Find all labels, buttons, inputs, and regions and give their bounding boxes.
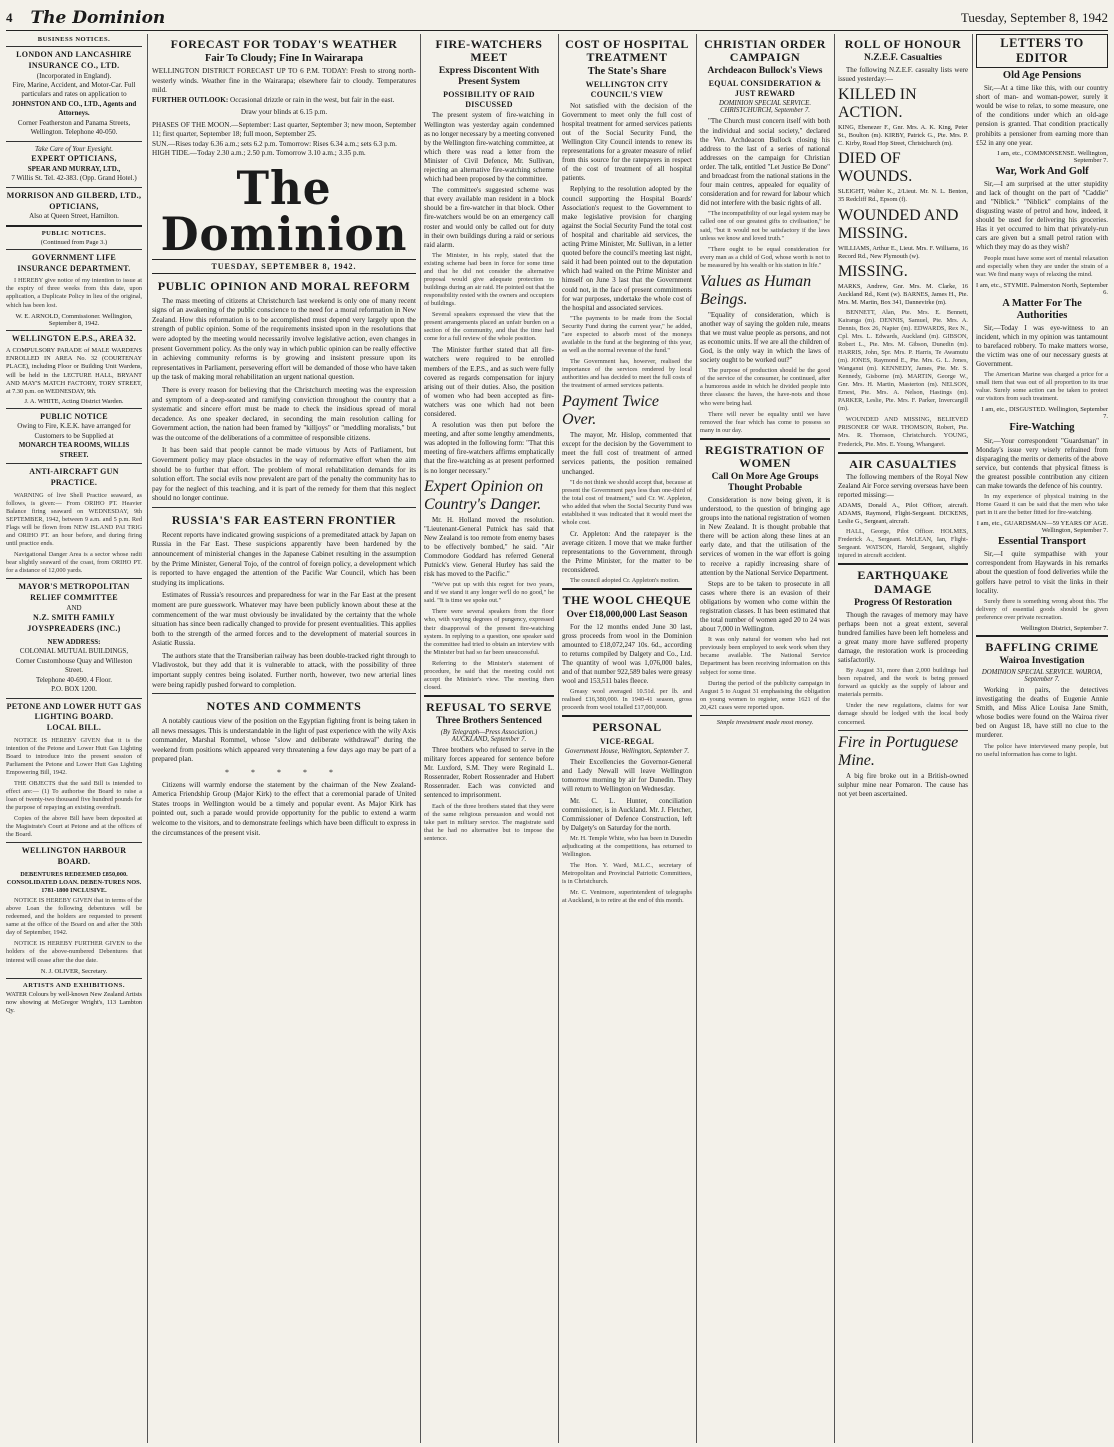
article-body: By August 31, more than 2,000 buildings had been repaired, and the work is being pressed forward as quickly as the supply of labour and materials permits. Under the new regulations, claims for war damage should be lodged with the local body concerned. [838, 667, 968, 726]
notice: WELLINGTON E.P.S., AREA 32. [11, 333, 137, 343]
column-hospital [562, 34, 692, 1443]
column-rule [696, 34, 697, 1443]
article-title: FIRE-WATCHERS MEET [435, 37, 543, 65]
article-body: Though the ravages of memory may have perhaps been not a great extent, several hundred families have been left homeless and a great many more have suffered property damage, the restoration work is proceeding satisfactorily. [838, 610, 968, 665]
casualty-heading: MISSING. [838, 262, 908, 280]
article-subtitle: Three Brothers Sentenced [436, 716, 542, 727]
article-body: A big fire broke out in a British-owned sulphur mine near Pomaron. The cause has not yet been ascertained. [838, 771, 968, 798]
advertisement: MORRISON AND GILBERD, LTD., OPTICIANS, Also at Queen Street, Hamilton. [6, 190, 142, 221]
letter-body: People must have some sort of mental relaxation and especially when they are under the strain of a war. We find many ways of relaxing the mind. [976, 254, 1108, 278]
article-body: The committee's suggested scheme was that every available man resident in a block should be a fire-watcher in that block. Other fire-watchers would be on an emergency call roster and would only be called out for duty in their own buildings during a raid or serious raid alarm. [424, 186, 554, 249]
notice-text: WATER Colours by well-known New Zealand Artists now showing at McGregor Wright's, 113 Lambton Qy. [6, 990, 142, 1014]
article-subtitle: Progress Of Restoration [854, 597, 952, 608]
article-crosshead: Expert Opinion on Country's Danger. [424, 477, 544, 513]
article-subtitle: EQUAL CONSIDERATION & JUST REWARD [708, 79, 822, 98]
editorial-title: PUBLIC OPINION AND MORAL REFORM [157, 278, 411, 293]
column-rule [147, 34, 148, 1443]
article-subtitle: Wairoa Investigation [999, 656, 1085, 667]
dateline: DOMINION SPECIAL SERVICE. WAIROA, September 7. [981, 669, 1103, 683]
notice-text: I HEREBY give notice of my intention to issue at the expiry of three weeks from this date, upon application, a Duplicate Policy in lieu of the original, which has been lost. [6, 277, 142, 309]
casualty-list: SLEIGHT, Walter K., 2/Lieut. Mr. N. L. Benton, 35 Redcliff Rd., Epsom (f). [838, 188, 968, 204]
advertisement: Simple investment made most money. [716, 718, 814, 726]
notice-text: DEBENTURES REDEEMED £850,000. CONSOLIDATED LOAN. DEBEN-TURES NOS. 1781-1800 INCLUSIVE. [6, 871, 142, 895]
letter-title: A Matter For The Authorities [1002, 297, 1082, 321]
letter-title: Old Age Pensions [1002, 70, 1082, 81]
notice: WELLINGTON HARBOUR BOARD. [21, 846, 127, 867]
article-title: REGISTRATION OF WOMEN [705, 442, 825, 470]
advertisement: LONDON AND LANCASHIRE INSURANCE CO., LTD. (Incorporated in England). Fire, Marine, Accident, and Motor-Car. Full particulars and rates on application to JOHNSTON AND CO., LTD., Agents and Attorneys. Corner Featherston and Panama Streets, Wellington. Telephone 40-050. [11, 50, 137, 137]
masthead: The Dominion [160, 160, 408, 261]
page-folio [6, 6, 1108, 31]
article-title: THE WOOL CHEQUE [562, 593, 692, 608]
casualty-list: WILLIAMS, Arthur E., Lieut. Mrs. F. Williams, 16 Record Rd., New Plymouth (w). [838, 244, 968, 260]
article-body: Not satisfied with the decision of the Government to meet only the full cost of hospital treatment for armed services patients out of the Social Security Fund, the Wellington City Council intends to renew its representations for a greater measure of relief from this source for the ratepayers in respect of the cost of treatment of all hospital patients. [562, 101, 692, 183]
article-subtitle: N.Z.E.F. Casualties [863, 53, 943, 64]
article-body: The following members of the Royal New Zealand Air Force serving overseas have been reported missing:— [838, 472, 968, 499]
notice: PETONE AND LOWER HUTT GAS LIGHTING BOARD. LOCAL BILL. [6, 701, 142, 733]
article-subtitle: Express Discontent With Present System [438, 66, 540, 88]
column-rule [834, 34, 835, 1443]
article-title: COST OF HOSPITAL TREATMENT [565, 37, 689, 65]
paper-name: The Dominion [30, 8, 166, 28]
letter-body: Sir,—Today I was eye-witness to an incident, which in my opinion was tantamount to barefaced robbery. To make matters worse, the victim was one of our necessary guests at Government. [976, 323, 1108, 369]
article-title: PERSONAL [592, 720, 662, 735]
article-body: "Equality of consideration, which is another way of saying the golden rule, means that we must value people as persons, and not as economic units. If we are all the children of God, is the only way in which the laws of society ought to be worked out?" [700, 310, 830, 365]
dateline: (By Telegraph—Press Association.) AUCKLAND, September 7. [440, 729, 538, 744]
article-crosshead: Values as Human Beings. [700, 272, 812, 308]
column-christian [700, 34, 830, 1443]
advertisement: Take Care of Your Eyesight. EXPERT OPTICIANS, SPEAR AND MURRAY, LTD., 7 Willis St. Tel. 42-383. (Opp. Grand Hotel.) [11, 144, 137, 183]
article-body: Three brothers who refused to serve in the military forces appeared for sentence before Mr. Luxford, S.M. They were Reginald L. Rossenrader, Robert Rossenrader and Hubert Rossenrader. Each was convicted and sentenced to imprisonment. [424, 746, 554, 800]
section-heading: PUBLIC NOTICES. [41, 229, 107, 237]
article-body: Greasy wool averaged 10.51d. per lb. and realised £16,380,000. In 1940-41 season, gross proceeds from wool totalled £17,000,000. [562, 688, 692, 712]
casualty-list: KING, Ebenezer F., Gnr. Mrs. A. K. King, Peter St., Boulton (m). KIRBY, Patrick G., Pte. Mrs. P. C. Kirby, Road Hop Street, Christchurch (m). [838, 124, 968, 148]
article-body: Consideration is now being given, it is understood, to the question of bringing age groups into the national registration of women in New Zealand. It is thought probable that there will be action along these lines at an early date, and that the utilisation of the services of women in the war effort is going to receive a rapidly increasing share of attention by the National Service Department. [700, 495, 830, 577]
article-body: "The payments to be made from the Social Security Fund during the current year," he added, "are expected to absorb most of the moneys available in the fund at the beginning of this year, as well as the normal revenue of the fund." The Government has, however, realised the importance of the services rendered by local authorities and has decided to meet the full costs of the treatment of armed services patients. [562, 314, 692, 390]
article-body: The Minister further stated that all fire-watchers were required to be enrolled members of the E.P.S., and as such were fully covered as regards compensation for injury arising out of their duties. Also, the position of women who had been accepted as fire-watchers was one which had not been considered. [424, 346, 554, 418]
article-title: ROLL OF HONOUR [844, 37, 962, 51]
letter-title: Essential Transport [998, 536, 1086, 548]
article-body: The purpose of production should be the good of the service of the consumer, he continued, after a humorous aside in which he divided people into three classes: the haves, the have-nots and those who were being had. There will never be equality until we have removed the fear which has come to possess so many in our day. [700, 367, 830, 434]
article-body: "We've put up with this regret for two years, and if we stand it any longer we'll do no good," he said. "It is time we spoke out." There were several speakers from the floor who, with varying degrees of pungency, expressed their disapproval of the present fire-watching system. In replying to a question, one speaker said the committee had tried to obtain an interview with the Minister but had so far been unsuccessful. Referring to the Minister's statement of procedure, he said that the meeting could not accept the Minister's view. The meeting then closed. [424, 581, 554, 691]
casualty-list: ADAMS, Donald A., Pilot Officer, aircraft. ADAMS, Raymond, Flight-Sergeant. DICKENS, Leslie G., Sergeant, aircraft. [838, 502, 968, 526]
column-letters [976, 34, 1108, 1443]
letter-body: In my experience of physical training in the Home Guard it can be said that the men who take part in it are the better fitted for fire-watching. [976, 493, 1108, 517]
article-title: REFUSAL TO SERVE [426, 699, 552, 714]
article-body: Their Excellencies the Governor-General and Lady Newall will leave Wellington tomorrow morning by air for Dunedin. They will return to Wellington on Wednesday. [562, 758, 692, 794]
column-notices: BUSINESS NOTICES. LONDON AND LANCASHIRE INSURANCE CO., LTD. (Incorporated in England). Fire, Marine, Accident, and Motor-Car. Full particulars and rates on application to JOHNSTON AND CO., LTD., Agents and Attorneys. Corner Featherston and Panama Streets, Wellington. Telephone 40-050. Take Care of Your Eyesight. EXPERT OPTICIANS, SPEAR AND MURRAY, LTD., 7 Willis St. Tel. 42-383. (Opp. Grand Hotel.) MORRISON AND GILBERD, LTD., OPTICIANS, Also at Queen Street, Hamilton. PUBLIC NOTICES. (Continued from Page 3.) GOVERNMENT LIFE INSURANCE DEPARTMENT. I HEREBY give notice of my intention to issue at the expiry of three weeks from this date, upon application, a Duplicate Policy in lieu of the original, which has been lost. W. E. ARNOLD, Commissioner. Wellington, September 8, 1942. WELLINGTON E.P.S., AREA 32. A COMPULSORY PARADE of MALE WARDENS ENROLLED IN AREA No. 32 (COURTENAY PLACE), including Floor or Building Unit Wardens, will be held in the LECTURE HALL, BRYANT AND MAY'S MATCH FACTORY, TORY STREET, at 7.30 p.m. on WEDNESDAY, 9th. J. A. WHITE, Acting District Warden. PUBLIC NOTICE Owing to Fire, K.E.K. have arranged for Customers to be Supplied at MONARCH TEA ROOMS, WILLIS STREET. ANTI-AIRCRAFT GUN PRACTICE. WARNING of live Shell Practice seaward, as follows, is given:— From ORIHO PT. Heavier Balance firing seaward on WEDNESDAY, 9th SEPTEMBER, 1942, between 9 a.m. and 5 p.m. Red Flags will be flown from NEW ISLAND PAI TRIG and ORIHO PT. an hour before, and during firing until practice ends. Navigational Danger Area is a sector whose radii bear slightly seaward of the coast, from ORIHO PT. for a distance of 12,000 yards. MAYOR'S METROPOLITAN RELIEF COMMITTEE AND N.Z. SMITH FAMILY JOYSPREADERS (INC.) NEW ADDRESS: COLONIAL MUTUAL BUILDINGS, Corner Customhouse Quay and Willeston Street. Telephone 40-690. 4 Floor. P.O. BOX 1200. PETONE AND LOWER HUTT GAS LIGHTING BOARD. LOCAL BILL. NOTICE IS HEREBY GIVEN that it is the intention of the Petone and Lower Hutt Gas Lighting Board to introduce into the present session of Parliament the Petone and Lower Hutt Gas Lighting Empowering Bill, 1942. THE OBJECTS that the said Bill is intended to effect are:— (1) To authorise the Board to raise a loan of twenty-two thousand five hundred pounds for the purpose of repaying an existing overdraft. Copies of the above Bill have been deposited at the Magistrate's Court at Petone and at the offices of the Board. WELLINGTON HARBOUR BOARD. DEBENTURES REDEEMED £850,000. CONSOLIDATED LOAN. DEBEN-TURES NOS. 1781-1800 INCLUSIVE. NOTICE IS HEREBY GIVEN that in terms of the above Loan the following debentures will be redeemed, and the holders are requested to present same at the office of the Board on and after the 30th day of September, 1942. NOTICE IS HEREBY FURTHER GIVEN to the holders of the above-numbered Debentures that interest will cease after the due date. N. J. OLIVER, Secretary. ARTISTS AND EXHIBITIONS. WATER Colours by well-known New Zealand Artists now showing at McGregor Wright's, 113 Lambton Qy. [6, 36, 142, 1014]
article-body: Steps are to be taken to prosecute in all cases where there is an evasion of their obligations by women who come within the registration classes. It has been estimated that the total number of women aged 20 to 24 was about 7,000 in Wellington. [700, 579, 830, 634]
letter-signature: Wellington District, September 7. [1020, 624, 1108, 632]
notice-text: A COMPULSORY PARADE of MALE WARDENS ENROLLED IN AREA No. 32 (COURTENAY PLACE), including Floor or Building Unit Wardens, will be held in the LECTURE HALL, BRYANT AND MAY'S MATCH FACTORY, TORY STREET, at 7.30 p.m. on WEDNESDAY, 9th. [6, 347, 142, 395]
folio-date: Tuesday, September 8, 1942 [960, 10, 1108, 25]
letter-signature: I am, etc., STYMIE. Palmerston North, September 6. [976, 281, 1108, 296]
article-body: Replying to the resolution adopted by the council supporting the Hospital Boards' Association's request to the Government to make legislative provision for charging against the Social Security Fund the total cost of hospital and charitable aid services, the acting Prime Minister, Mr. Sullivan, in a letter quoted before the council's meeting last night, said it had been pointed out to the deputation which had waited on the Prime Minister and himself on June 3 last that the Government could not, in the face of present commitments for war purposes, undertake the whole cost of the hospital and associated services. [562, 185, 692, 312]
article-body: Working in pairs, the detectives investigating the deaths of Eugenie Annie Smith, and Miss Alice Louisa Jane Smith, whose bodies were found on the Wairoa river bed on August 18, have still no clue to the murderer. [976, 686, 1108, 740]
letter-signature: I am, etc., GUARDSMAN—59 YEARS OF AGE. Wellington, September 7. [976, 520, 1108, 535]
column-editorial [152, 34, 416, 1443]
weather-forecast: WELLINGTON DISTRICT FORECAST UP TO 6 P.M. TODAY: Fresh to strong north-westerly winds. Weather fine in the Wairarapa; elsewhere fair to cloudy. Temperatures mild. FURTHER OUTLOOK: Occasional drizzle or rain in the west, but fair in the east. Draw your blinds at 6.15 p.m. PHASES OF THE MOON.—September: Last quarter, September 3; new moon, September 11; first quarter, September 18; full moon, September 25. SUN.—Rises today 6.36 a.m.; sets 6.2 p.m. Tomorrow: Rises 6.34 a.m.; sets 6.3 p.m. HIGH TIDE.—Today 2.30 a.m.; 2.50 p.m. Tomorrow 3.10 a.m.; 3.35 p.m. [152, 67, 416, 158]
article-body: The mayor, Mr. Hislop, commented that except for the decision by the Government to meet the full cost of treatment of armed services patients, the position remained unchanged. [562, 431, 692, 476]
article-subtitle: WELLINGTON CITY COUNCIL'S VIEW [585, 80, 669, 100]
notice: PUBLIC NOTICE Owing to Fire, K.E.K. have arranged for Customers to be Supplied at MONARCH TEA ROOMS, WILLIS STREET. [17, 411, 131, 459]
letter-title: War, Work And Golf [995, 165, 1089, 177]
article-subtitle: VICE-REGAL [599, 736, 655, 746]
dateline: Government House, Wellington, September 7. [564, 748, 690, 756]
editorial-title: RUSSIA'S FAR EASTERN FRONTIER [171, 512, 397, 527]
article-subtitle: The State's Share [587, 66, 667, 78]
notice-text: NOTICE IS HEREBY GIVEN that in terms of the above Loan the following debentures will be redeemed, and the holders are requested to present same at the office of the Board on and after the 30th day of September, 1942. NOTICE IS HEREBY FURTHER GIVEN to the holders of the above-numbered Debentures that interest will cease after the due date. [6, 897, 142, 964]
article-body: The council adopted Cr. Appleton's motion. [570, 577, 680, 585]
article-title: CHRISTIAN ORDER CAMPAIGN [704, 37, 826, 65]
column-rule [558, 34, 559, 1443]
letters-heading: LETTERS TO EDITOR [976, 34, 1108, 68]
letter-signature: I am, etc., COMMONSENSE. Wellington, September 7. [997, 149, 1108, 164]
dateline: DOMINION SPECIAL SERVICE. CHRISTCHURCH, September 7. [718, 100, 812, 115]
page-number: 4 [6, 10, 13, 25]
article-body: The Minister, in his reply, stated that the existing scheme had been in force for some time and that he did not consider the alternative proposal would give adequate protection to buildings during an air raid. He pointed out that the responsibility rested with the owners and occupiers of buildings. Several speakers expressed the view that the present arrangements placed an unfair burden on a section of the community, and that the time had come for a full review of the whole position. [424, 251, 554, 343]
letter-body: The American Marine was charged a price for a small item that was out of all proportion to its true value. Surely some action can be taken to protect our visitors from such treatment. [976, 371, 1108, 403]
casualty-heading: DIED OF WOUNDS. [838, 150, 913, 186]
casualty-list: BENNETT, Alan, Pte. Mrs. E. Bennett, Kairanga (m). DENNIS, Samuel, Pte. Mrs. A. Dennis, Box 26, Napier (m). EDWARDS, Rex N., Cpl. Mrs. L. Edwards, Auckland (m). GIBSON, Robert L., Pte. Mrs. M. Gibson, Dunedin (m). HARRIS, John, Spr. Mrs. P. Harris, Te Awamutu (m). JONES, Raymond E., Pte. Mrs. G. L. Jones, Wanganui (m). KENNEDY, James, Pte. Mr. S. Kennedy, Gisborne (m). MARTIN, George W., Gnr. Mrs. H. Martin, Masterton (m). NELSON, Ernest, Pte. Mrs. A. Nelson, Hastings (m). PARKER, Leslie, Pte. Mrs. F. Parker, Invercargill (m). WOUNDED AND MISSING, BELIEVED PRISONER OF WAR. THOMSON, Robert, Pte. Mrs. R. Thomson, Christchurch. YOUNG, Frederick, Pte. Mrs. E. Young, Whangarei. [838, 308, 968, 448]
letter-title: Fire-Watching [1009, 422, 1075, 434]
letter-body: Sir,—I quite sympathise with your correspondent from Haywards in his remarks about the question of food deliveries while the golfers have petrol to visit the links in their locality. [976, 550, 1108, 595]
column-rule [420, 34, 421, 1443]
casualty-list: HALL, George, Pilot Officer. HOLMES, Frederick A., Sergeant. McLEAN, Ian, Flight-Sergeant. WATSON, Harold, Sergeant, slightly injured in aircraft accident. [838, 528, 968, 560]
letter-body: Surely there is something wrong about this. The delivery of essential goods should be given preference over private recreation. [976, 597, 1108, 621]
editorial-body: Recent reports have indicated growing suspicions of a premeditated attack by Japan on Russia in the Far East. These suspicions apparently have been hardened by the announcement of ministerial changes in the Japanese Cabinet resulting in the assumption by the Prime Minister, General Tojo, of the control of foreign policy, a development which is reported to have engaged the attention of the Pacific War Council, which has been studying its implications. Estimates of Russia's resources and preparedness for war in the Far East at the present moment are pure guesswork. Whatever may have been publicly known about these at the commencement of the war must obviously be invalidated by the certainty that the whole situation has since been radically changed to provide for present eventualities. This applies both to the strength of the armed forces and to the development of material sources in Asiatic Russia. The authors state that the Transiberian railway has been double-tracked right through to Vladivostok, but they add that it is vulnerable to attack, with the possibility of three important supply centres being isolated. Further north, however, two new arterial lines were being rapidly pushed forward to completion. [152, 530, 416, 689]
article-body: The police have interviewed many people, but no useful information has come to light. [976, 742, 1108, 758]
article-title: BAFFLING CRIME [985, 639, 1099, 654]
article-body: "I do not think we should accept that, because at present the Government pays less than one-third of the total cost of treatment," said Cr. W. Appleton, who added that when the Social Security Fund was established it was indicated that it would meet the whole cost. [562, 478, 692, 526]
article-body: A resolution was then put before the meeting, and after some lengthy amendments, was adopted in the following form: "That this meeting of fire-watchers affirms emphatically that the fire-watching as at present performed is no longer necessary." [424, 421, 554, 475]
article-body: It was only natural for women who had not previously been employed to seek work when they became available. The National Service Department has been receiving information on this subject for some time. During the period of the publicity campaign in August 5 to August 31 emphasising the obligation on young women to register, some 1621 of the 20,421 cases were reported upon. [700, 636, 830, 711]
section-heading: ARTISTS AND EXHIBITIONS. [23, 981, 125, 989]
article-crosshead: Payment Twice Over. [562, 393, 660, 429]
column-rule [972, 34, 973, 1443]
forecast-subtitle: Fair To Cloudy; Fine In Wairarapa [204, 53, 364, 65]
editorial-body: The mass meeting of citizens at Christchurch last weekend is only one of many recent signs of an awakening of the public conscience to the need for a moral reformation in New Zealand. How this reformation is to be accomplished must depend very largely upon the strength of public opinion. Some of the requirements insisted upon in the resolutions that were adopted by the meeting would necessarily involve legislative action, even changes in present Government policy. As the only way in which public opinion can be really effective in achieving community reforms is by growing and insistent pressure upon its representatives in Parliament, persevering effort will be demanded of those who have taken up the task of making moral rehabilitation an urgent national question. There is every reason for believing that the Christchurch meeting was the expression and symptom of a deep-seated and ramifying conviction throughout the country that a systematic and sincere effort must be made to check the insidious spread of moral decadence. As one speaker declared, in seconding the main resolution calling for Government action, the nation had been framed by "killjoys" or "meddling moralists," but was the outcome of the deliberations of a committee of responsible citizens. It has been said that people cannot be made virtuous by Acts of Parliament, but Government policy may place obstacles in the way of reformative effort when the aim should be to further that effort. The problem of moral rehabilitation demands for its solution effort. The social evils now prevalent are part of the penalty the community has to pay for the neglect of this teaching, and it is part of the remedy for them that this neglect should no longer continue. [152, 296, 416, 503]
article-subtitle: POSSIBILITY OF RAID DISCUSSED [443, 90, 535, 109]
article-body: Mr. C. L. Hunter, conciliation commissioner, is in Auckland. Mr. J. Fletcher, Commissioner of Defence Construction, left by Dalgety's on Saturday for the north. [562, 796, 692, 832]
article-title: EARTHQUAKE DAMAGE [857, 568, 949, 596]
letter-body: Sir,—Your correspondent "Guardsman" in Monday's issue very wisely refrained from disparaging the merits or demerits of the above service, but contends that physical fitness is the greatest possible contribution any citizen can make towards the defence of his country. [976, 436, 1108, 490]
notice-text: NOTICE IS HEREBY GIVEN that it is the intention of the Petone and Lower Hutt Gas Lighting Board to introduce into the present session of Parliament the Petone and Lower Hutt Gas Lighting Empowering Bill, 1942. THE OBJECTS that the said Bill is intended to effect are:— (1) To authorise the Board to raise a loan of twenty-two thousand five hundred pounds for the purpose of repaying an existing overdraft. Copies of the above Bill have been deposited at the Magistrate's Court at Petone and at the offices of the Board. [6, 736, 142, 839]
article-body: The present system of fire-watching in Wellington was yesterday again condemned as no longer necessary by a meeting convened by the Wellington fire-watching committee, at which there was read a letter from the Minister of Civil Defence, Mr. Sullivan, rejecting an alternative fire-watching scheme which had been proposed by the committee. [424, 111, 554, 184]
column-firewatchers [424, 34, 554, 1443]
notice: ANTI-AIRCRAFT GUN PRACTICE. [29, 467, 119, 487]
notice: MAYOR'S METROPOLITAN RELIEF COMMITTEE AND N.Z. SMITH FAMILY JOYSPREADERS (INC.) NEW ADDRESS: COLONIAL MUTUAL BUILDINGS, Corner Customhouse Quay and Willeston Street. Telephone 40-690. 4 Floor. P.O. BOX 1200. [15, 582, 133, 694]
article-body: Cr. Appleton: And the ratepayer is the average citizen. I move that we make further representations to the Government, through the Prime Minister, for the matter to be reconsidered. [562, 529, 692, 575]
notice: GOVERNMENT LIFE INSURANCE DEPARTMENT. [17, 252, 131, 273]
editorial-title: NOTES AND COMMENTS [206, 699, 362, 714]
column-roll [838, 34, 968, 1443]
letter-body: Sir,—At a time like this, with our country short of man- and woman-power, surely it would be wise to relax, to some measure, one of the conditions under which an old-age pension is granted. That condition practically prohibits a pensioner from earning more than £52 in any one year. [976, 84, 1108, 147]
casualty-heading: KILLED IN ACTION. [838, 86, 917, 122]
casualty-list: MARKS, Andrew, Gnr. Mrs. M. Clarke, 16 Auckland Rd., Kent (w). BARNES, James H., Pte. Mrs. M. Martin, Box 341, Dannevirke (m). [838, 282, 968, 306]
casualty-heading: WOUNDED AND MISSING. [838, 206, 959, 242]
article-body: "The incompatibility of our legal system may be called one of our greatest gifts to civilisation," he said, "but it would not be satisfactory if the laws unless we know and loved truth." "There ought to be equal consideration for every man as a child of God, whose worth is not to be measured by his wealth or his station in life." [700, 210, 830, 269]
article-body: "The Church must concern itself with both the individual and social society," declared the Ven. Archdeacon Bullock closing his address to the last of a series of national addresses on the campaign for Christian order. The talk, entitled "Let Justice Be Done" and broadcast from the national stations in the four main centres, appealed for equality of consideration and for reward for labour which did not interfere with the basic rights of all. [700, 117, 830, 208]
edition-date: TUESDAY, SEPTEMBER 8, 1942. [152, 259, 416, 274]
article-body: Mr. H. Temple White, who has been in Dunedin adjudicating at the competitions, has returned to Wellington. The Hon. Y. Ward, M.L.C., secretary of Metropolitan and Provincial Patriotic Committees, is in Christchurch. Mr. C. Venimore, superintendent of telegraphs at Auckland, is to retire at the end of this month. [562, 834, 692, 905]
article-body: For the 12 months ended June 30 last, gross proceeds from wool in the Dominion amounted to £18,072,247 10s. 6d., according to returns compiled by Dalgety and Co., Ltd. The quantity of wool was 1,076,000 bales, and of that number 922,589 bales were greasy wool and 153,511 bales fleece. [562, 622, 692, 686]
editorial-body: A notably cautious view of the position on the Egyptian fighting front is being taken in all news messages. This is understandable in the light of past experience with the wily Axis commander, Marshal Rommel, whose "slow and deliberate withdrawal" during the weekend from positions which appeared very threatening a few days ago may be part of a prepared plan. * * * * * Citizens will warmly endorse the statement by the chairman of the New Zealand-America Friendship Group (Major Kirk) to the effect that a ceremonial parade of United States troops in Wellington would be a timely and popular event. As Major Kirk has pointed out, such a parade would provide opportunity for the public to extend a warm welcome to the visitors, and to demonstrate feelings which have been difficult to express in the circumstances of the present visit. [152, 717, 416, 837]
article-title: AIR CASUALTIES [849, 456, 957, 471]
forecast-title: FORECAST FOR TODAY'S WEATHER [170, 37, 398, 51]
article-subtitle: Over £18,000,000 Last Season [566, 609, 688, 620]
article-subtitle: Archdeacon Bullock's Views [707, 66, 823, 77]
article-body: Mr. H. Holland moved the resolution. "Lieutenant-General Putnick has said that New Zealand is too remote from enemy bases to be effectively bombed," he said. "Air Commodore Goddard has referred General Putnick's view. General Hurley has said the risk has moved to the Pacific." [424, 515, 554, 579]
notice-text: WARNING of live Shell Practice seaward, as follows, is given:— From ORIHO PT. Heavier Balance firing seaward on WEDNESDAY, 9th SEPTEMBER, 1942, between 9 a.m. and 5 p.m. Red Flags will be flown from NEW ISLAND PAI TRIG and ORIHO PT. an hour before, and during firing until practice ends. Navigational Danger Area is a sector whose radii bear slightly seaward of the coast, from ORIHO PT. for a distance of 12,000 yards. [6, 491, 142, 575]
article-crosshead: Fire in Portuguese Mine. [838, 733, 959, 769]
letter-signature: I am, etc., DISGUSTED. Wellington, September 7. [981, 406, 1108, 421]
article-body: Each of the three brothers stated that they were of the same religious persuasion and would not take part in military service. The magistrate said that he had no alternative but to impose the sentence. [424, 802, 554, 842]
article-subtitle: Call On More Age Groups Thought Probable [711, 472, 819, 493]
letter-body: Sir,—I am surprised at the utter stupidity and lack of thought on the part of "Caddie" and "Niblick." "Niblick" complains of the disgusting waste of petrol and how, indeed, it should be used for delivering his groceries. Has it yet occurred to him that privately-run cars are given but a small petrol ration with which they may do as they wish? [976, 179, 1108, 252]
article-body: The following N.Z.E.F. casualty lists were issued yesterday:— [838, 66, 968, 84]
section-heading: BUSINESS NOTICES. [37, 36, 111, 43]
